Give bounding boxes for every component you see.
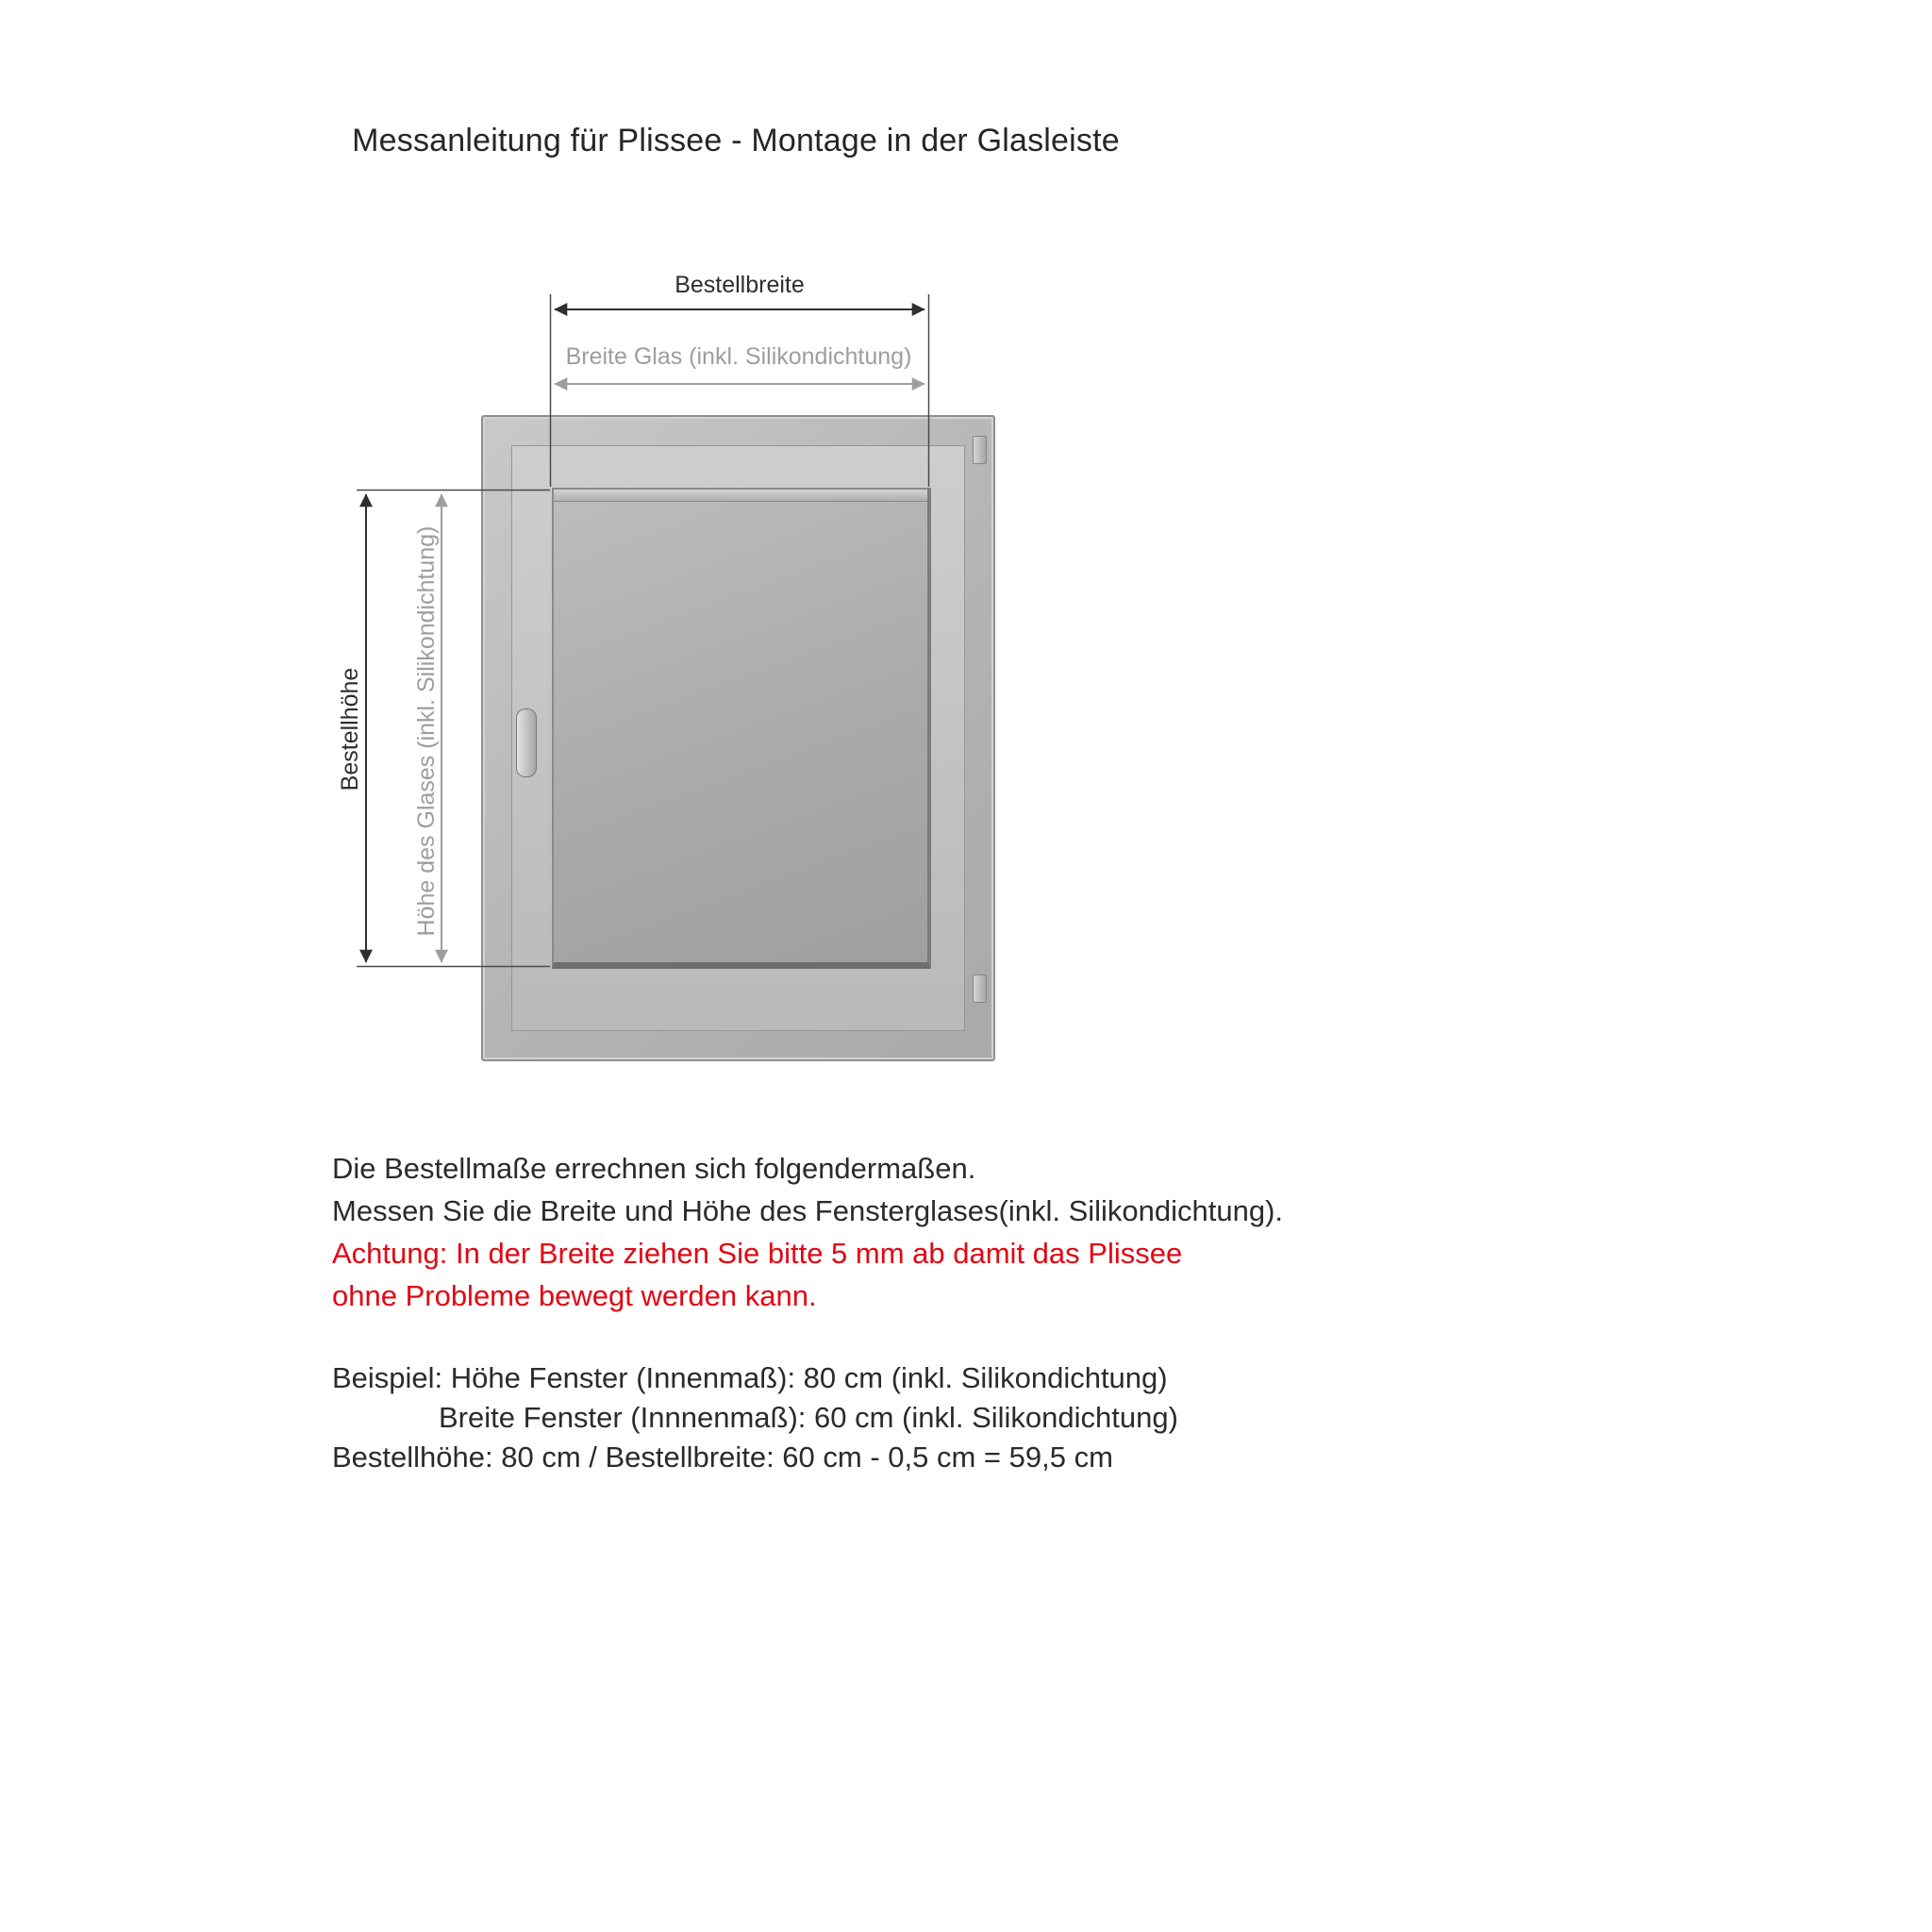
page-title: Messanleitung für Plissee - Montage in der Glasleiste — [352, 123, 1120, 158]
example-line-1: Beispiel: Höhe Fenster (Innenmaß): 80 cm (inkl. Silikondichtung) — [332, 1361, 1168, 1394]
glazing-bead — [554, 490, 927, 502]
window-glass — [552, 488, 931, 969]
hinge-bottom-icon — [973, 974, 987, 1003]
example-line-3: Bestellhöhe: 80 cm / Bestellbreite: 60 cm - 0,5 cm = 59,5 cm — [332, 1441, 1113, 1474]
window-frame — [481, 415, 995, 1061]
glass-width-label: Breite Glas (inkl. Silikondichtung) — [565, 343, 912, 370]
example-block — [332, 1358, 1178, 1477]
warning-line-1: Achtung: In der Breite ziehen Sie bitte 5 mm ab damit das Plissee — [332, 1237, 1183, 1270]
glass-height-label: Höhe des Glases (inkl. Silikondichtung) — [413, 525, 440, 937]
window-handle-icon — [516, 708, 537, 777]
warning-line-2: ohne Probleme bewegt werden kann. — [332, 1279, 817, 1312]
order-height-label: Bestellhöhe — [337, 667, 363, 791]
instruction-line-1: Die Bestellmaße errechnen sich folgendermaßen. — [332, 1152, 976, 1185]
order-width-label: Bestellbreite — [675, 272, 805, 298]
instruction-block — [332, 1147, 1283, 1317]
instruction-line-2: Messen Sie die Breite und Höhe des Fensterglases(inkl. Silikondichtung). — [332, 1194, 1284, 1227]
hinge-top-icon — [973, 436, 987, 464]
example-line-2: Breite Fenster (Innnenmaß): 60 cm (inkl. Silikondichtung) — [439, 1401, 1178, 1434]
